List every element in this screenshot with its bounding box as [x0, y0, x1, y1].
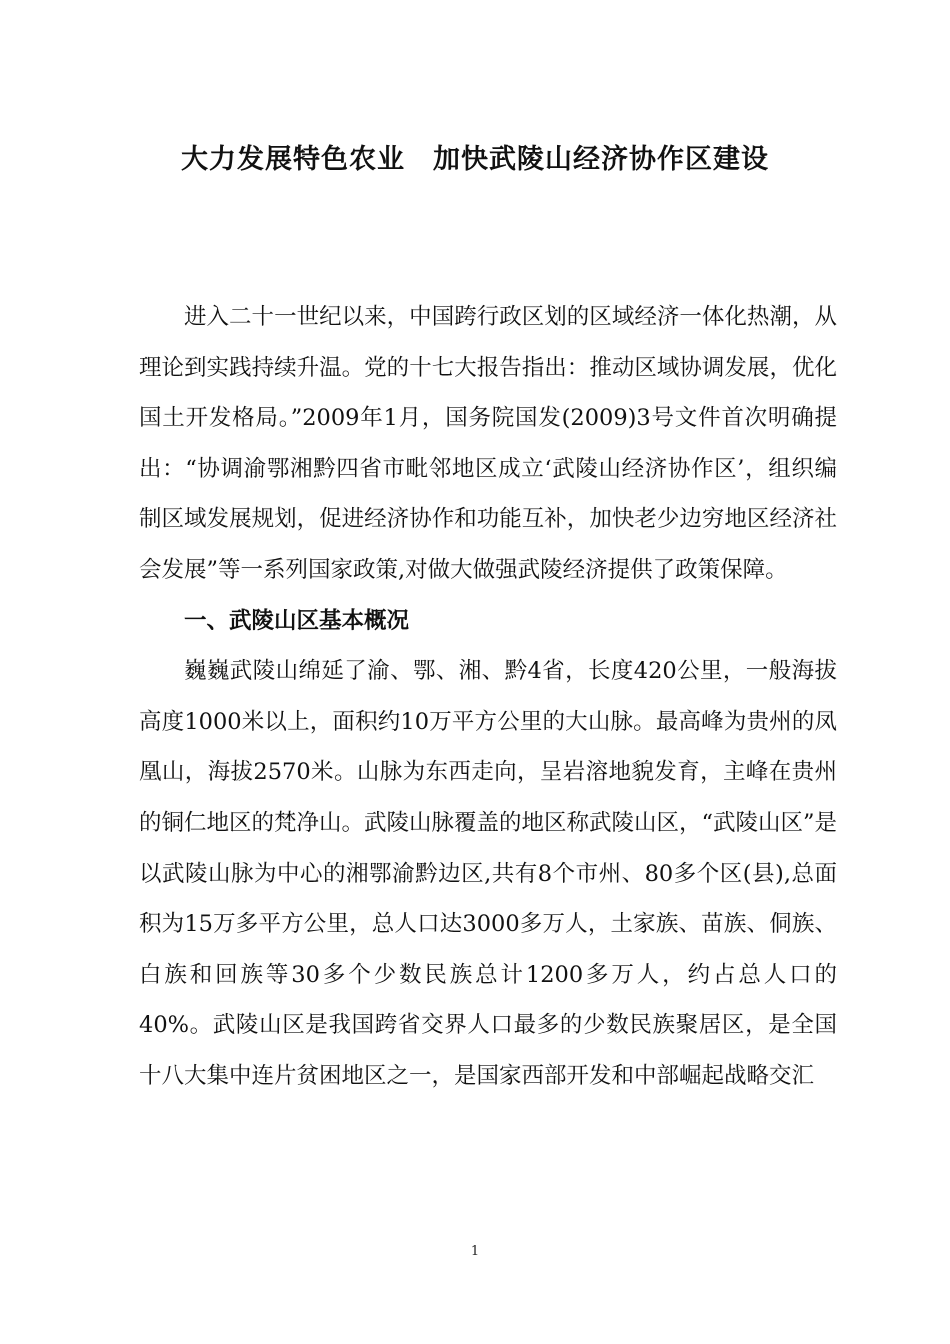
intro-paragraph: 进入二十一世纪以来，中国跨行政区划的区域经济一体化热潮，从理论到实践持续升温。党的十七大报告指出：推动区域协调发展，优化国土开发格局。”2009年1月，国务院国发(2009)3号文件首次明确提出：“协调渝鄂湘黔四省市毗邻地区成立‘武陵山经济协作区’，组织编制区域发展规划，促进经济协作和功能互补，加快老少边穷地区经济社会发展”等一系列国家政策,对做大做强武陵经济提供了政策保障。	[139, 304, 837, 583]
section-paragraph: 巍巍武陵山绵延了渝、鄂、湘、黔4省，长度420公里，一般海拔高度1000米以上，面积约10万平方公里的大山脉。最高峰为贵州的凤凰山，海拔2570米。山脉为东西走向，呈岩溶地貌发育，主峰在贵州的铜仁地区的梵净山。武陵山脉覆盖的地区称武陵山区，“武陵山区”是以武陵山脉为中心的湘鄂渝黔边区,共有8个市州、80多个区(县),总面积为15万多平方公里，总人口达3000多万人，土家族、苗族、侗族、白族和回族等30多个少数民族总计1200多万人，约占总人口的40%。武陵山区是我国跨省交界人口最多的少数民族聚居区，是全国十八大集中连片贫困地区之一，是国家西部开发和中部崛起战略交汇	[139, 658, 838, 1089]
section-heading: 一、武陵山区基本概况	[184, 607, 410, 634]
document-title: 大力发展特色农业 加快武陵山经济协作区建设	[181, 144, 769, 175]
document-body	[139, 292, 837, 1102]
page-number: 1	[470, 1244, 480, 1259]
